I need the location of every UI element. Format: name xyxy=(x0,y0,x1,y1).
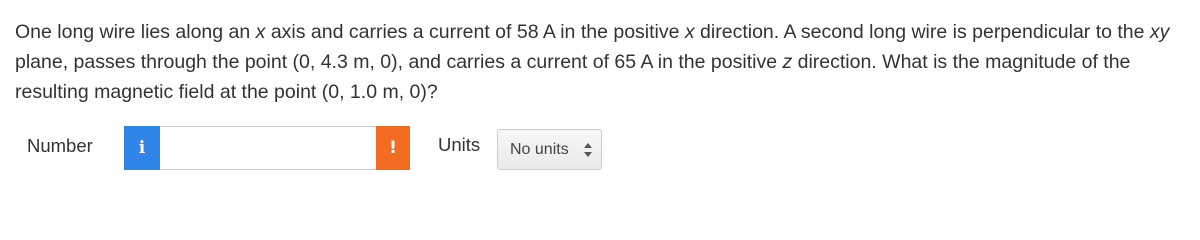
answer-row xyxy=(0,126,1200,171)
question-part-3: direction. A second long wire is perpendicular to the xyxy=(694,21,1150,43)
up-down-chevron-icon xyxy=(583,141,593,159)
units-selected-value: No units xyxy=(510,140,569,158)
units-label: Units xyxy=(438,134,481,155)
number-input[interactable] xyxy=(160,126,376,170)
variable-x: x xyxy=(684,21,695,43)
question-text xyxy=(15,17,1187,107)
question-part-4: plane, passes through the point (0, 4.3 m, 0), and carries a current of 65 A in the positive xyxy=(15,51,783,73)
number-label: Number xyxy=(27,135,93,156)
variable-xy: xy xyxy=(1149,21,1170,43)
variable-x: x xyxy=(255,21,266,43)
info-icon[interactable]: i xyxy=(124,126,160,170)
question-part-2: axis and carries a current of 58 A in the positive xyxy=(265,21,685,43)
warning-icon[interactable]: ! xyxy=(376,126,410,170)
question-part-5: direction. What is the magnitude of the resulting magnetic field at the point (0, 1.0 m, 0)? xyxy=(15,51,1131,103)
variable-z: z xyxy=(782,51,793,73)
units-select[interactable] xyxy=(497,129,602,170)
question-part-1: One long wire lies along an xyxy=(15,21,256,43)
